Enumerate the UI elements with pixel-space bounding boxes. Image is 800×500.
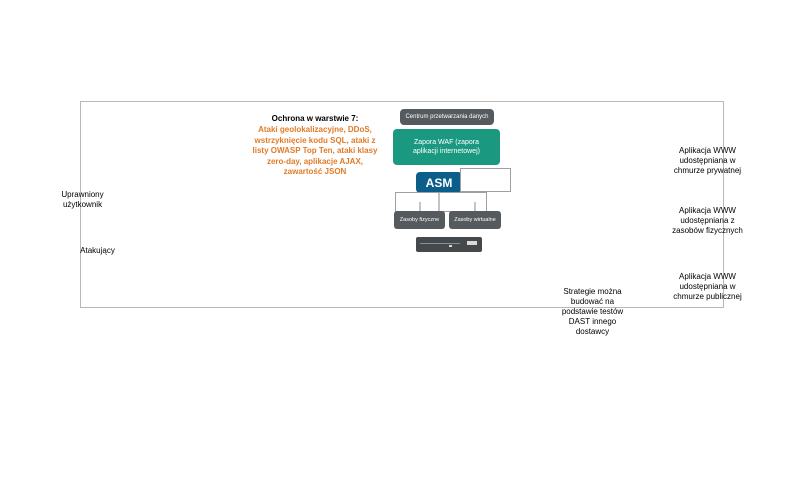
waf-label-line: Zapora WAF (zapora [413,139,480,146]
asm-box: ASM [416,172,462,193]
attack-line: Ataki geolokalizacyjne, DDoS, [258,125,372,134]
virtual-resources-box: Zasoby wirtualne [449,211,501,229]
server-icon [416,237,482,252]
private-cloud-app-label: Aplikacja WWW udostępniana w chmurze prywatnej [673,146,742,175]
layer7-heading: Ochrona w warstwie 7: [271,114,359,123]
attacker-label: Atakujący [80,246,115,255]
attack-line: zawartość JSON [283,167,347,176]
waf-label-line: aplikacji internetowej) [413,148,480,155]
dast-note: Strategie można budować na podstawie testów DAST innego dostawcy [561,287,624,336]
public-cloud-app-label: Aplikacja WWW udostępniana w chmurze publicznej [673,272,742,301]
attack-line: listy OWASP Top Ten, ataki klasy [252,146,378,155]
data-center-box: Centrum przetwarzania danych [400,109,494,125]
attack-line: wstrzyknięcie kodu SQL, ataki z [254,135,376,145]
physical-resources-box: Zasoby fizyczne [394,211,445,229]
physical-resources-app-label: Aplikacja WWW udostępniana z zasobów fizycznych [672,206,743,235]
attack-line: zero-day, aplikacje AJAX, [266,156,364,166]
authorized-user-label: Uprawniony użytkownik [61,190,104,209]
